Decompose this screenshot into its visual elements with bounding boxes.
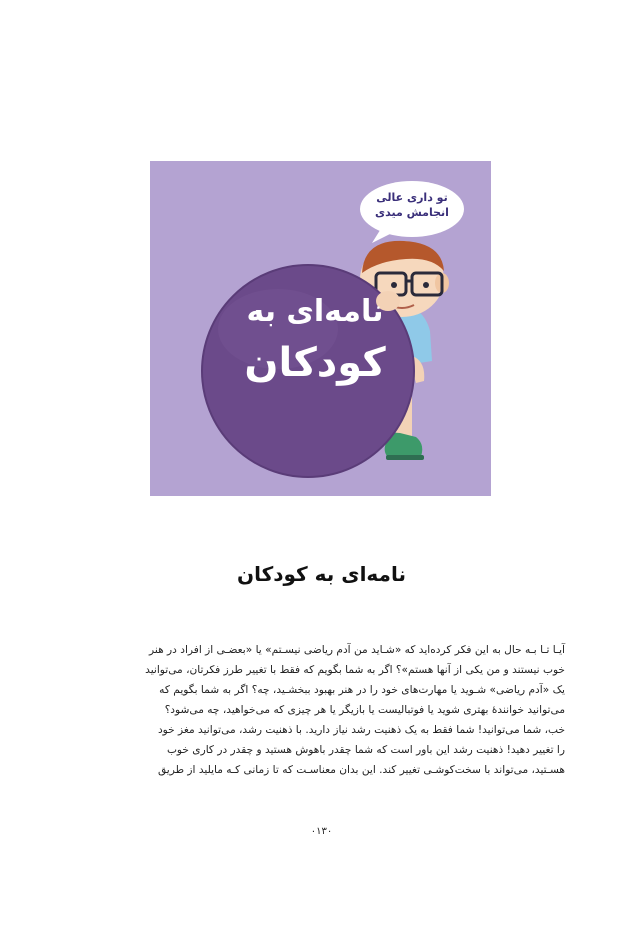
cover-title-line-1: نامه‌ای به [246, 294, 384, 329]
body-line: خب، شما می‌توانید! شما فقط به یک ذهنیت رشد نیاز دارید. با ذهنیت رشد، می‌توانید مغز خود [157, 724, 565, 736]
body-line: خوب نیستند و من یکی از آنها هستم»؟ اگر به شما بگویم که فقط با تغییر طرز فکرتان، می‌توانید [145, 664, 565, 676]
body-line: یک «آدم ریاضی» شـوید یا مهارت‌های خود را در هنر بهبود ببخشـید، چه؟ اگر به شما بگویم که [159, 684, 565, 696]
body-line: را تغییر دهید! ذهنیت رشد این باور است که شما چقدر باهوش هستید و چقدر در کاری خوب [166, 744, 565, 756]
body-line: هسـتید، می‌تواند با سخت‌کوشـی تغییر کند. این بدان معناسـت که تا زمانی کـه مایلید از طریق [157, 764, 565, 776]
body-paragraph [78, 640, 565, 780]
body-line: آیـا تـا بـه حال به این فکر کرده‌اید که «شـاید من آدم ریاضی نیسـتم» یا «بعضـی از افراد در هنر [149, 644, 565, 656]
page-title: نامه‌ای به کودکان [237, 562, 406, 586]
cover-title-line-2: کودکان [244, 340, 386, 386]
page-number: ۰۱۳۰ [310, 826, 333, 837]
body-line: می‌توانید خوانندهٔ بهتری شوید یا فوتبالیست یا بازیگر یا هر چیزی که می‌خواهید، چه می‌شود؟ [164, 704, 565, 716]
speech-bubble-text: تو داری عالی انجامش میدی [375, 191, 449, 219]
